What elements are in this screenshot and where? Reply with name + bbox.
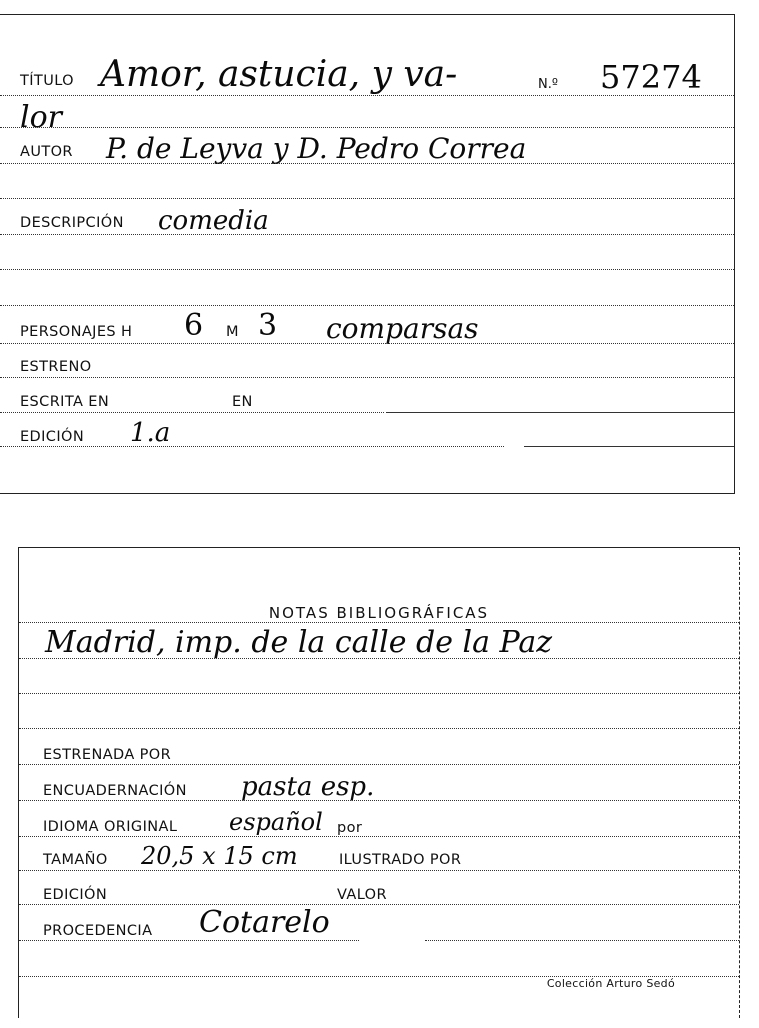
titulo-label: TÍTULO xyxy=(20,73,74,89)
rule-blank-3 xyxy=(0,305,734,306)
tamano-value: 20,5 x 15 cm xyxy=(141,842,298,870)
tamano-label: TAMAÑO xyxy=(43,852,108,868)
rule-descripcion xyxy=(0,234,734,235)
rule-idioma xyxy=(19,836,739,837)
autor-label: AUTOR xyxy=(20,144,73,160)
rule-tamano xyxy=(19,870,739,871)
titulo-value-cont: lor xyxy=(20,100,62,135)
rule-titulo-2 xyxy=(0,127,734,128)
autor-value: P. de Leyva y D. Pedro Correa xyxy=(106,132,527,165)
catalog-card-top xyxy=(0,14,735,494)
rule-escrita-right xyxy=(386,412,734,413)
estreno-label: ESTRENO xyxy=(20,359,92,375)
rule-procedencia xyxy=(19,940,359,941)
notas-heading: NOTAS BIBLIOGRÁFICAS xyxy=(268,604,490,622)
edicion-value: 1.a xyxy=(130,418,171,448)
numero-value: 57274 xyxy=(600,58,702,96)
procedencia-label: PROCEDENCIA xyxy=(43,923,153,939)
idioma-label: IDIOMA ORIGINAL xyxy=(43,819,178,835)
valor-label: VALOR xyxy=(337,887,387,903)
rule-blank-1 xyxy=(0,198,734,199)
escrita-label: ESCRITA EN xyxy=(20,394,110,410)
rule-autor xyxy=(0,163,734,164)
rule-titulo xyxy=(0,95,734,96)
rule-heading xyxy=(19,622,739,623)
rule-estreno xyxy=(0,377,734,378)
rule-escrita xyxy=(0,412,384,413)
encuadernacion-value: pasta esp. xyxy=(241,772,375,802)
idioma-por-label: por xyxy=(337,820,363,836)
escrita-en-label: EN xyxy=(232,394,253,410)
rule-procedencia-right xyxy=(425,940,739,941)
rule-edicion xyxy=(0,446,504,447)
rule-estrenada xyxy=(19,764,739,765)
rule-personajes xyxy=(0,343,734,344)
edicion-label: EDICIÓN xyxy=(20,429,85,445)
rule-edicion-right xyxy=(524,446,734,447)
descripcion-value: comedia xyxy=(158,206,269,236)
catalog-card-bottom xyxy=(18,547,740,1018)
rule-encuadernacion xyxy=(19,800,739,801)
encuadernacion-label: ENCUADERNACIÓN xyxy=(43,783,187,799)
titulo-value: Amor, astucia, y va- xyxy=(100,54,458,95)
notas-value: Madrid, imp. de la calle de la Paz xyxy=(45,625,553,660)
personajes-extra: comparsas xyxy=(326,312,479,345)
rule-notas xyxy=(19,658,739,659)
personajes-m-label: M xyxy=(226,324,239,340)
personajes-m-value: 3 xyxy=(258,308,278,343)
ilustrado-label: ILUSTRADO POR xyxy=(339,852,462,868)
numero-label: N.º xyxy=(538,77,558,92)
personajes-label: PERSONAJES H xyxy=(20,324,133,340)
coleccion-credit: Colección Arturo Sedó xyxy=(546,977,675,990)
personajes-h-value: 6 xyxy=(184,308,204,343)
rule-edicion-bottom xyxy=(19,904,739,905)
rule-blank-2 xyxy=(0,269,734,270)
estrenada-label: ESTRENADA POR xyxy=(43,747,172,763)
rule-blank-5 xyxy=(19,728,739,729)
edicion-bottom-label: EDICIÓN xyxy=(43,887,108,903)
idioma-value: español xyxy=(229,808,323,836)
procedencia-value: Cotarelo xyxy=(199,905,330,940)
descripcion-label: DESCRIPCIÓN xyxy=(20,215,124,231)
rule-blank-4 xyxy=(19,693,739,694)
